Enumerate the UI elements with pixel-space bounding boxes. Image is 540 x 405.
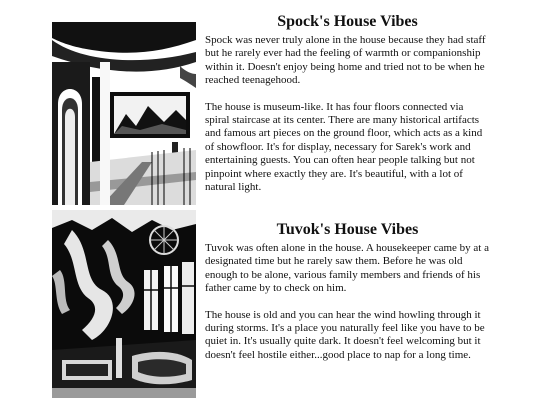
tuvok-house-image [52,210,196,398]
paragraph: Tuvok was often alone in the house. A housekeeper came by at a designated time but he rarely saw them. Before he was old enough to be alone, various family members and friends of his father came by to check on him. [205,242,489,295]
dark-room-photo-icon [52,210,196,398]
section-title: Spock's House Vibes [277,13,418,30]
arched-hall-photo-icon [52,22,196,205]
paragraph: The house is old and you can hear the wind howling through it during storms. It's a place you naturally feel like you have to be quiet in. It's usually quite dark. It doesn't feel welcoming but it doesn't feel hostile either...good place to nap for a long time. [205,308,485,361]
spock-text [205,12,490,194]
paragraph: Spock was never truly alone in the house because they had staff but he rarely ever had the feeling of warmth or companionship within it. Doesn't enjoy being home and tried not to be when he reached teenagehood. [205,34,486,87]
paragraph: The house is museum-like. It has four floors connected via spiral staircase at its center. There are many historical artifacts and famous art pieces on the ground floor, which acts as a kind of showfloor. It's for display, necessary for Sarek's work and entertaining guests. You can often hear people talking but not pinpoint where exactly they are. It's beautiful, with a lot of natural light. [205,100,483,194]
tuvok-section [0,207,540,405]
tuvok-text [205,220,490,362]
section-title: Tuvok's House Vibes [276,221,419,238]
spock-house-image [52,22,196,205]
